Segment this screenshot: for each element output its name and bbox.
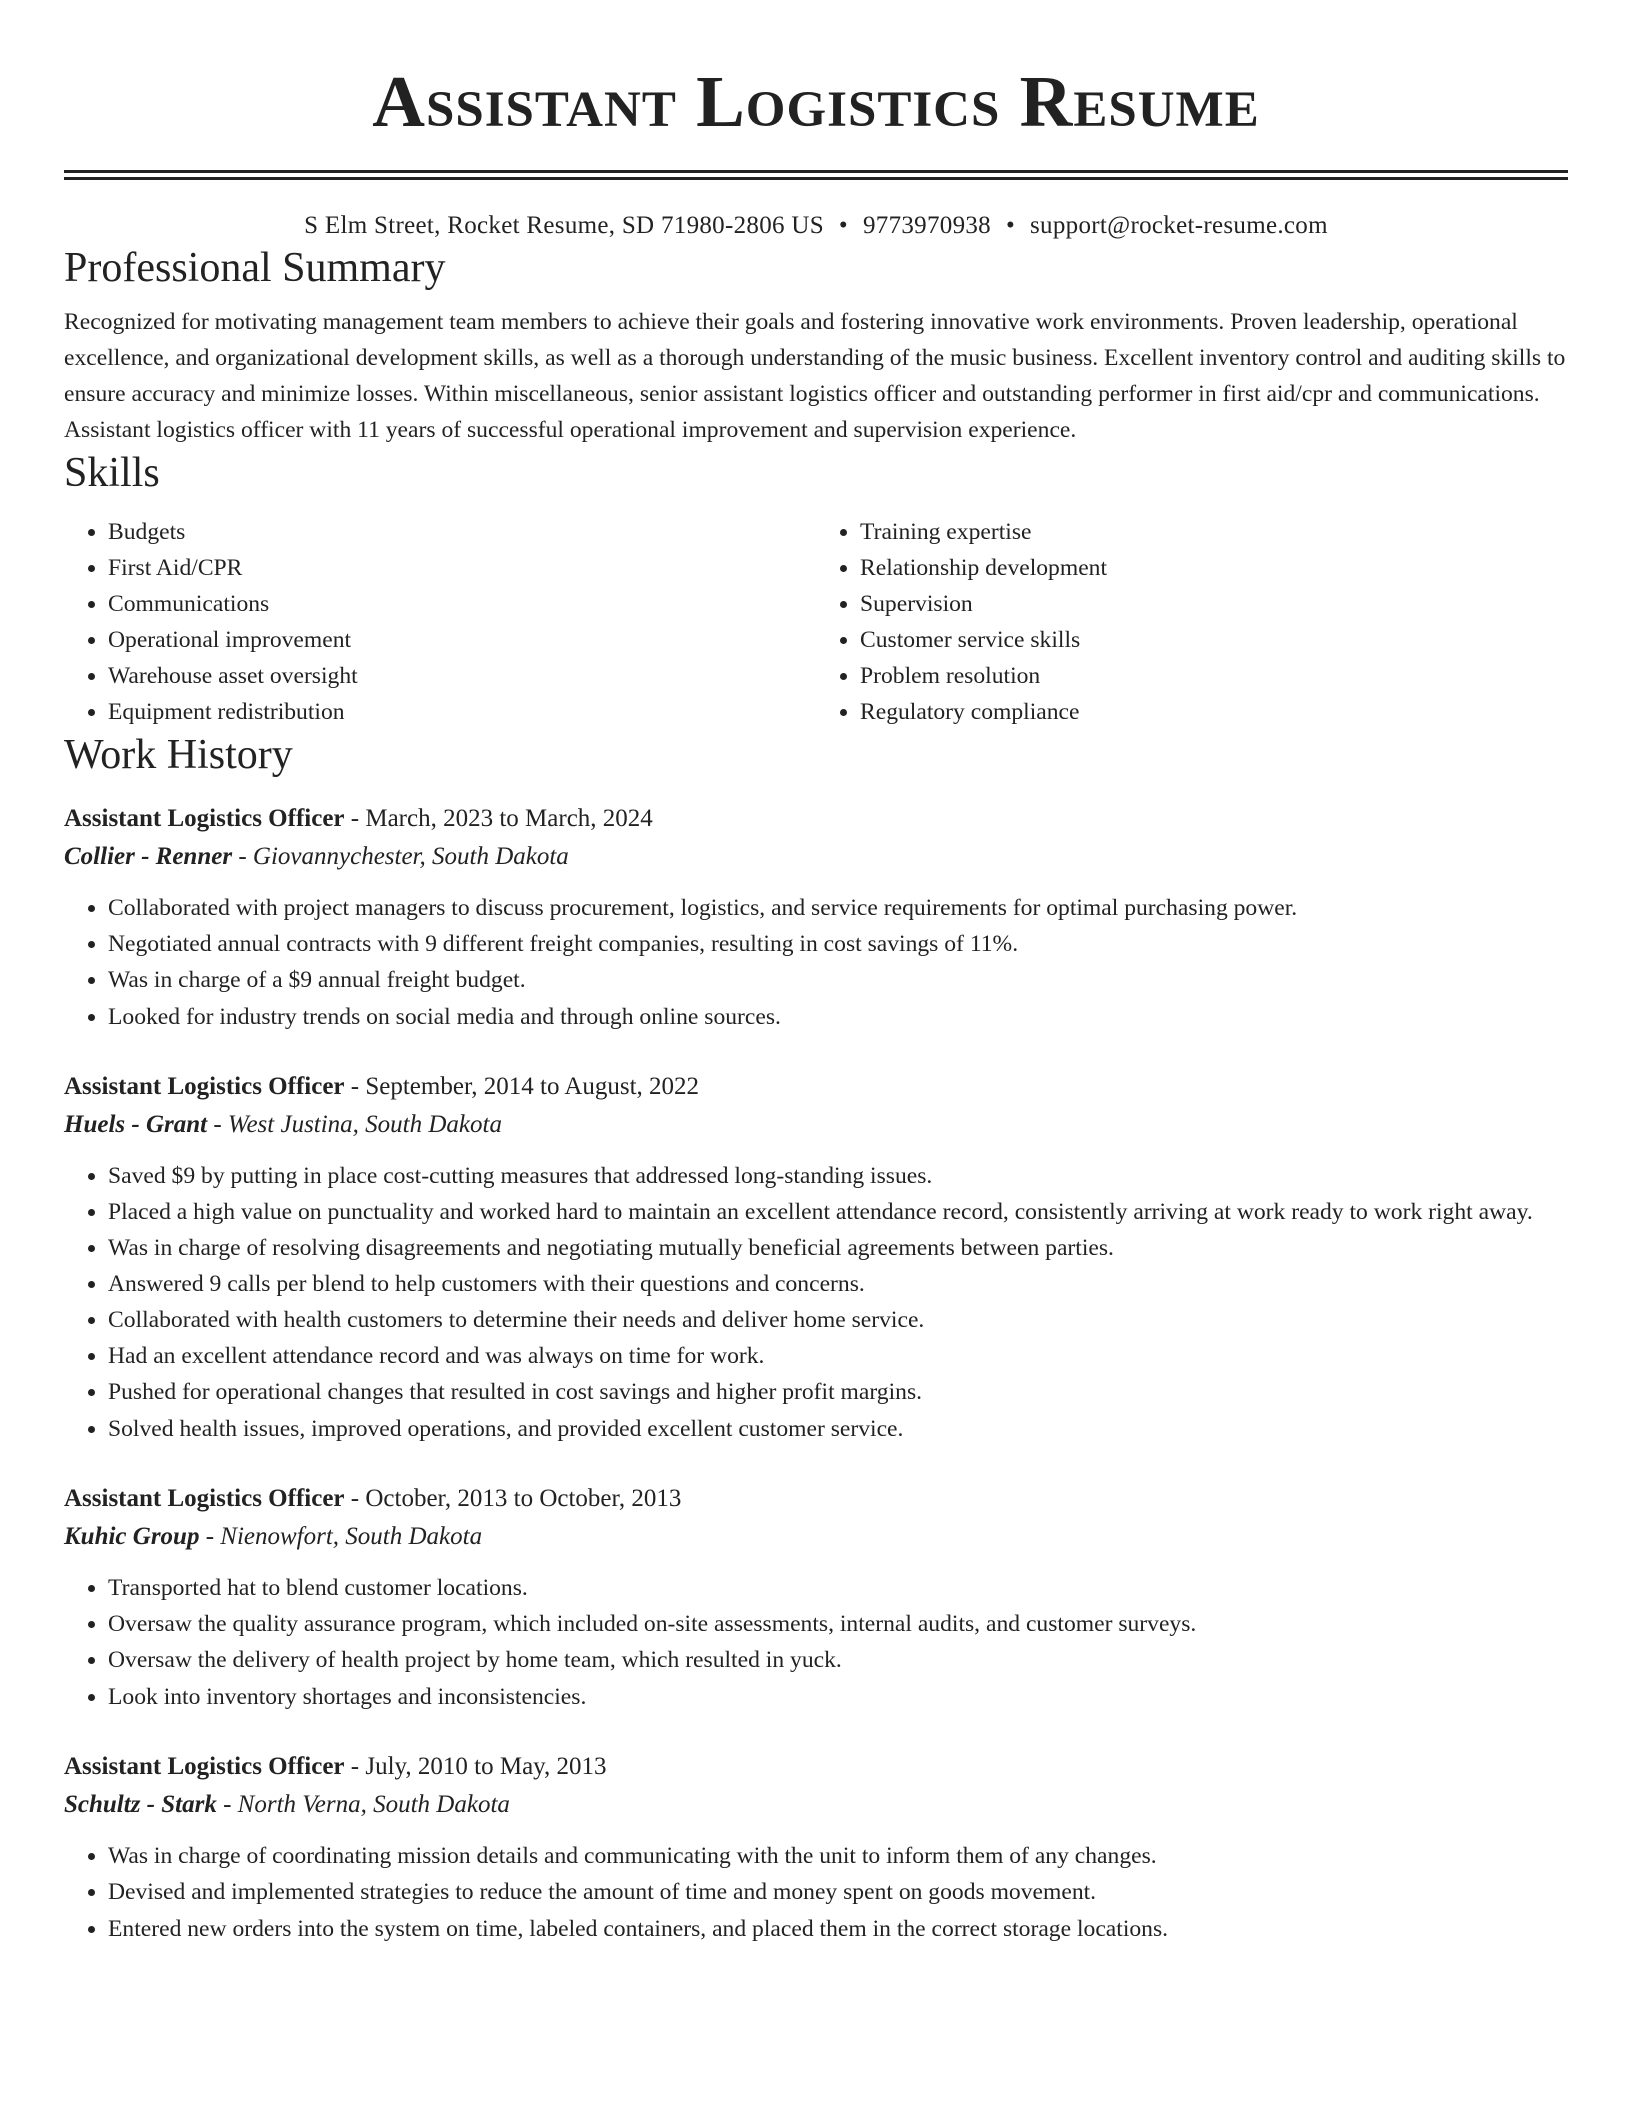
contact-email: support@rocket-resume.com bbox=[1030, 212, 1328, 239]
skills-list-left bbox=[64, 514, 816, 730]
duty-item: • Was in charge of a $9 annual freight budget. bbox=[108, 962, 1568, 998]
contact-address: S Elm Street, Rocket Resume, SD 71980-2806 US bbox=[304, 212, 824, 239]
contact-phone: 9773970938 bbox=[862, 212, 991, 239]
skill-item: • Relationship development bbox=[860, 550, 1568, 586]
job-entry bbox=[64, 1480, 1568, 1715]
job-entry bbox=[64, 1068, 1568, 1447]
skill-item: • Communications bbox=[108, 586, 816, 622]
job-title-line bbox=[64, 800, 1568, 838]
job-location: - Nienowfort, South Dakota bbox=[199, 1523, 483, 1550]
job-location: - West Justina, South Dakota bbox=[207, 1111, 502, 1138]
job-title-line bbox=[64, 1748, 1568, 1786]
job-company: Collier - Renner bbox=[64, 843, 233, 870]
skills-list-right bbox=[816, 514, 1568, 730]
contact-separator: • bbox=[838, 212, 848, 239]
skills-columns bbox=[64, 514, 1568, 730]
contact-line bbox=[64, 209, 1568, 243]
duty-item: • Pushed for operational changes that resulted in cost savings and higher profit margins. bbox=[108, 1374, 1568, 1410]
job-company: Huels - Grant bbox=[64, 1111, 208, 1138]
skills-heading: Skills bbox=[64, 450, 160, 496]
duty-item: • Placed a high value on punctuality and worked hard to maintain an excellent attendance record, consistently arriving at work ready to work right away. bbox=[108, 1194, 1568, 1230]
work-history-heading: Work History bbox=[64, 732, 293, 778]
company-line bbox=[64, 838, 1568, 876]
company-line bbox=[64, 1786, 1568, 1824]
job-role: Assistant Logistics Officer bbox=[64, 805, 345, 832]
duty-item: • Saved $9 by putting in place cost-cutting measures that addressed long-standing issues. bbox=[108, 1158, 1568, 1194]
skill-item: • Supervision bbox=[860, 586, 1568, 622]
duty-item: • Collaborated with project managers to discuss procurement, logistics, and service requirements for optimal purchasing power. bbox=[108, 890, 1568, 926]
duty-item: • Transported hat to blend customer locations. bbox=[108, 1570, 1568, 1606]
duty-item: • Devised and implemented strategies to reduce the amount of time and money spent on goods movement. bbox=[108, 1874, 1568, 1910]
job-location: - Giovannychester, South Dakota bbox=[232, 843, 569, 870]
job-role: Assistant Logistics Officer bbox=[64, 1753, 345, 1780]
job-company: Schultz - Stark bbox=[64, 1791, 217, 1818]
skill-item: • Operational improvement bbox=[108, 622, 816, 658]
skill-item: • First Aid/CPR bbox=[108, 550, 816, 586]
skill-item: • Equipment redistribution bbox=[108, 694, 816, 730]
duty-item: • Entered new orders into the system on time, labeled containers, and placed them in the correct storage locations. bbox=[108, 1911, 1568, 1947]
duty-item: • Was in charge of coordinating mission details and communicating with the unit to inform them of any changes. bbox=[108, 1838, 1568, 1874]
contact-separator: • bbox=[1005, 212, 1016, 239]
title-double-rule bbox=[64, 170, 1568, 180]
duty-item: • Had an excellent attendance record and was always on time for work. bbox=[108, 1338, 1568, 1374]
job-duties bbox=[64, 1158, 1568, 1447]
job-location: - North Verna, South Dakota bbox=[216, 1791, 510, 1818]
job-dates: - July, 2010 to May, 2013 bbox=[344, 1753, 607, 1780]
job-dates: - October, 2013 to October, 2013 bbox=[344, 1485, 682, 1512]
job-dates: - September, 2014 to August, 2022 bbox=[344, 1073, 700, 1100]
job-dates: - March, 2023 to March, 2024 bbox=[344, 805, 653, 832]
skill-item: • Budgets bbox=[108, 514, 816, 550]
duty-item: • Was in charge of resolving disagreements and negotiating mutually beneficial agreements between parties. bbox=[108, 1230, 1568, 1266]
job-duties bbox=[64, 1838, 1568, 1947]
job-duties bbox=[64, 890, 1568, 1035]
skill-item: • Warehouse asset oversight bbox=[108, 658, 816, 694]
summary-text: Recognized for motivating management team members to achieve their goals and fostering innovative work environments. Proven leadership, operational excellence, and organizational development skills, as well as a thorough understanding of the music business. Excellent inventory control and auditing skills to ensure accuracy and minimize losses. Within miscellaneous, senior assistant logistics officer and outstanding performer in first aid/cpr and communications. Assistant logistics officer with 11 years of successful operational improvement and supervision experience. bbox=[64, 309, 1566, 443]
job-entry bbox=[64, 800, 1568, 1035]
skill-item: • Customer service skills bbox=[860, 622, 1568, 658]
duty-item: • Oversaw the quality assurance program, which included on-site assessments, internal audits, and customer surveys. bbox=[108, 1606, 1568, 1642]
job-duties bbox=[64, 1570, 1568, 1715]
skill-item: • Problem resolution bbox=[860, 658, 1568, 694]
resume-title: Assistant Logistics Resume bbox=[372, 61, 1260, 142]
duty-item: • Answered 9 calls per blend to help customers with their questions and concerns. bbox=[108, 1266, 1568, 1302]
duty-item: • Oversaw the delivery of health project by home team, which resulted in yuck. bbox=[108, 1642, 1568, 1678]
job-company: Kuhic Group bbox=[64, 1523, 200, 1550]
duty-item: • Solved health issues, improved operations, and provided excellent customer service. bbox=[108, 1411, 1568, 1447]
skill-item: • Training expertise bbox=[860, 514, 1568, 550]
company-line bbox=[64, 1518, 1568, 1556]
job-title-line bbox=[64, 1480, 1568, 1518]
summary-heading: Professional Summary bbox=[64, 245, 446, 291]
job-role: Assistant Logistics Officer bbox=[64, 1485, 345, 1512]
company-line bbox=[64, 1106, 1568, 1144]
skill-item: • Regulatory compliance bbox=[860, 694, 1568, 730]
job-entry bbox=[64, 1748, 1568, 1947]
job-role: Assistant Logistics Officer bbox=[64, 1073, 345, 1100]
duty-item: • Look into inventory shortages and inconsistencies. bbox=[108, 1679, 1568, 1715]
duty-item: • Negotiated annual contracts with 9 different freight companies, resulting in cost savings of 11%. bbox=[108, 926, 1568, 962]
duty-item: • Looked for industry trends on social media and through online sources. bbox=[108, 999, 1568, 1035]
duty-item: • Collaborated with health customers to determine their needs and deliver home service. bbox=[108, 1302, 1568, 1338]
job-title-line bbox=[64, 1068, 1568, 1106]
